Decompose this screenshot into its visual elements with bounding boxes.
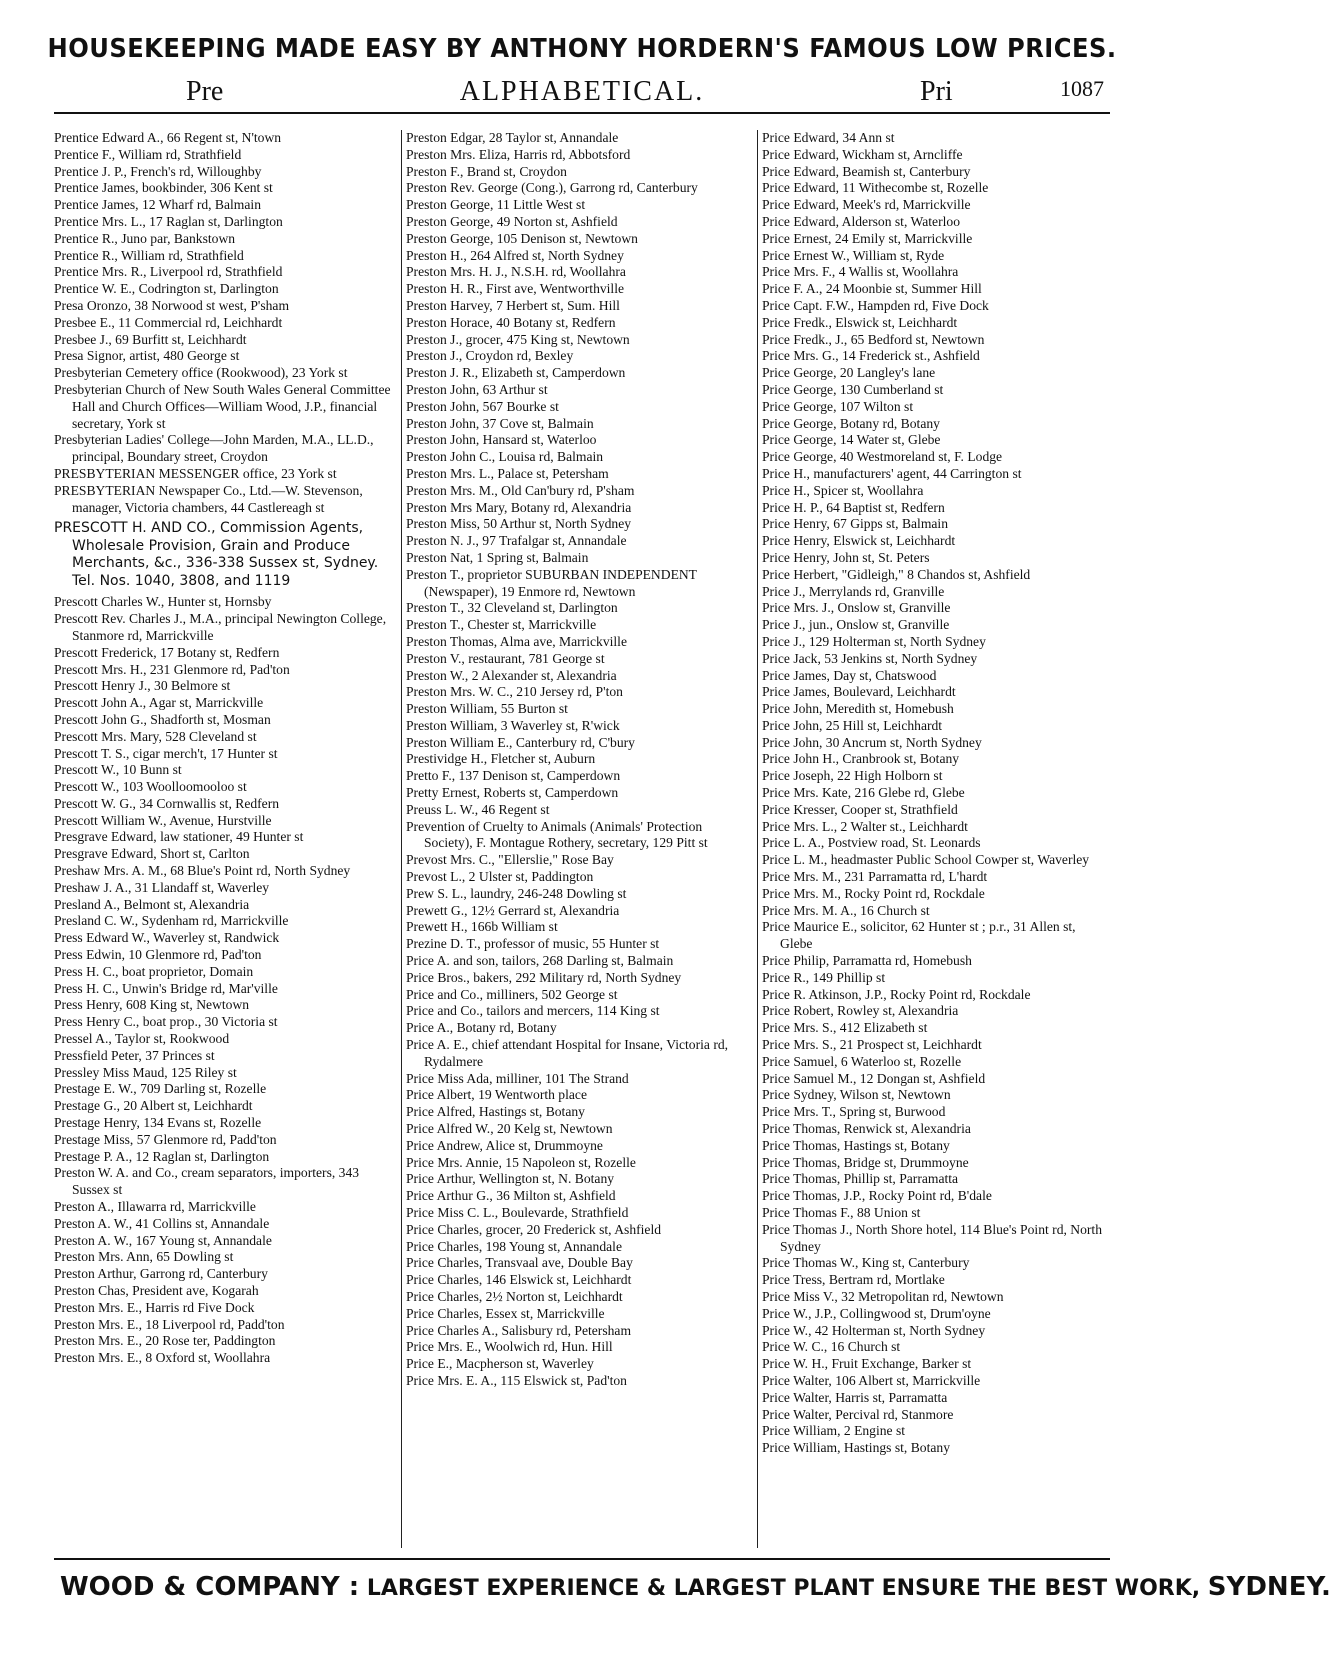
directory-entry: Price Edward, Alderson st, Waterloo [762, 213, 960, 229]
directory-entry: Preston T., 32 Cleveland st, Darlington [406, 600, 618, 616]
directory-entry: Preston John, 63 Arthur st [406, 381, 548, 397]
directory-entry: Pressley Miss Maud, 125 Riley st [54, 1064, 237, 1080]
directory-entry: Price Capt. F.W., Hampden rd, Five Dock [762, 297, 989, 313]
directory-entry: Price J., jun., Onslow st, Granville [762, 617, 950, 633]
directory-entry: Price Edward, Beamish st, Canterbury [762, 163, 971, 179]
directory-entry: Preston Rev. George (Cong.), Garrong rd, Canterbury [406, 180, 698, 196]
directory-entry: Price W. C., 16 Church st [762, 1339, 901, 1355]
directory-entry: Price W., J.P., Collingwood st, Drum'oyne [762, 1305, 991, 1321]
directory-entry: Price Miss V., 32 Metropolitan rd, Newtown [762, 1288, 1004, 1304]
directory-entry: Price L. M., headmaster Public School Cowper st, Waverley [762, 852, 1090, 868]
directory-entry: Prezine D. T., professor of music, 55 Hunter st [406, 936, 660, 952]
directory-entry: Presgrave Edward, law stationer, 49 Hunter st [54, 829, 304, 845]
directory-entry: Prewett G., 12½ Gerrard st, Alexandria [406, 902, 620, 918]
directory-entry: Price Mrs. F., 4 Wallis st, Woollahra [762, 264, 959, 280]
directory-entry: Prescott Mrs. H., 231 Glenmore rd, Pad'ton [54, 661, 290, 677]
directory-entry: Prescott William W., Avenue, Hurstville [54, 812, 272, 828]
directory-entry: Price Charles A., Salisbury rd, Petersham [406, 1322, 632, 1338]
directory-entry: PRESBYTERIAN Newspaper Co., Ltd.—W. Stevenson, manager, Victoria chambers, 44 Castlereagh st [54, 482, 363, 515]
directory-entry: Presgrave Edward, Short st, Carlton [54, 846, 250, 862]
directory-entry: Presbee J., 69 Burfitt st, Leichhardt [54, 331, 247, 347]
directory-column-1 [54, 130, 398, 1550]
directory-entry: Price Mrs. G., 14 Frederick st., Ashfield [762, 348, 980, 364]
directory-entry: Price Thomas F., 88 Union st [762, 1205, 921, 1220]
directory-entry: Price Henry, 67 Gipps st, Balmain [762, 516, 949, 532]
directory-entry: Prescott Rev. Charles J., M.A., principal Newington College, Stanmore rd, Marrickville [54, 611, 387, 643]
directory-entry: Price A. E., chief attendant Hospital for Insane, Victoria rd, Rydalmere [406, 1037, 729, 1069]
directory-entry: Pressel A., Taylor st, Rookwood [54, 1031, 230, 1047]
directory-entry: Price and Co., tailors and mercers, 114 King st [406, 1003, 660, 1019]
directory-entry: Prescott W., 10 Bunn st [54, 762, 182, 778]
directory-entry: Preston William E., Canterbury rd, C'bury [406, 734, 635, 750]
directory-entry: Price Thomas W., King st, Canterbury [762, 1255, 970, 1271]
directory-entry: Prescott W. G., 34 Cornwallis st, Redfern [54, 795, 280, 811]
directory-entry: Price Jack, 53 Jenkins st, North Sydney [762, 650, 978, 666]
directory-entry: Price Thomas, Bridge st, Drummoyne [762, 1154, 969, 1170]
directory-entry: Press H. C., Unwin's Bridge rd, Mar'ville [54, 980, 278, 996]
header-divider [54, 112, 1110, 114]
directory-entry: Preston A. W., 41 Collins st, Annandale [54, 1215, 270, 1231]
directory-entry: Price Fredk., Elswick st, Leichhardt [762, 314, 958, 330]
directory-entry: Press Edwin, 10 Glenmore rd, Pad'ton [54, 947, 262, 963]
directory-column-2 [406, 130, 752, 1550]
directory-entry: Price Mrs. M. A., 16 Church st [762, 902, 930, 918]
directory-entry: Preston George, 105 Denison st, Newtown [406, 230, 638, 246]
directory-entry: Preston Mrs. L., Palace st, Petersham [406, 465, 609, 481]
directory-entry: Preston W., 2 Alexander st, Alexandria [406, 667, 617, 683]
directory-entry: Preston Thomas, Alma ave, Marrickville [406, 633, 627, 649]
directory-entry: Preston T., Chester st, Marrickville [406, 617, 597, 633]
directory-entry: PRESCOTT H. AND CO., Commission Agents, Wholesale Provision, Grain and Produce Merchants, &c., 336-338 Sussex st, Sydney. Tel. Nos. 1040, 3808, and 1119 [54, 520, 379, 589]
directory-entry: Prentice F., William rd, Strathfield [54, 146, 242, 162]
directory-entry: Price George, 40 Westmoreland st, F. Lodge [762, 449, 1003, 465]
directory-entry: Price W., 42 Holterman st, North Sydney [762, 1322, 986, 1338]
directory-entry: Price H., Spicer st, Woollahra [762, 482, 924, 498]
directory-entry: Price J., Merrylands rd, Granville [762, 583, 945, 599]
directory-entry: Preston John, 37 Cove st, Balmain [406, 415, 594, 431]
directory-entry: Price James, Boulevard, Leichhardt [762, 684, 956, 700]
directory-entry: Prentice W. E., Codrington st, Darlington [54, 281, 279, 297]
directory-entry: PRESBYTERIAN MESSENGER office, 23 York st [54, 465, 337, 481]
directory-entry: Prentice Mrs. R., Liverpool rd, Strathfield [54, 264, 283, 280]
directory-entry: Price Thomas, Renwick st, Alexandria [762, 1121, 971, 1137]
directory-entry: Preston J. R., Elizabeth st, Camperdown [406, 365, 626, 381]
directory-entry: Preston William, 3 Waverley st, R'wick [406, 717, 620, 733]
directory-entry: Preston John, 567 Bourke st [406, 398, 559, 414]
directory-entry: Preston H. R., First ave, Wentworthville [406, 281, 625, 297]
column-divider [757, 130, 758, 1548]
directory-entry: Preston W. A. and Co., cream separators, importers, 343 Sussex st [54, 1165, 360, 1198]
directory-entry: Price Herbert, "Gidleigh," 8 Chandos st, Ashfield [762, 566, 1031, 582]
directory-entry: Price Samuel, 6 Waterloo st, Rozelle [762, 1053, 962, 1069]
directory-entry: Preston Mrs Mary, Botany rd, Alexandria [406, 499, 632, 515]
directory-entry: Prescott Frederick, 17 Botany st, Redfern [54, 644, 280, 660]
directory-entry: Preston H., 264 Alfred st, North Sydney [406, 247, 624, 263]
directory-entry: Preston Horace, 40 Botany st, Redfern [406, 314, 616, 330]
directory-entry: Price W. H., Fruit Exchange, Barker st [762, 1356, 972, 1372]
directory-entry: Prewett H., 166b William st [406, 919, 558, 935]
directory-entry: Prew S. L., laundry, 246-248 Dowling st [406, 885, 627, 901]
directory-entry: Price Thomas, J.P., Rocky Point rd, B'dale [762, 1188, 992, 1204]
directory-entry: Prentice James, 12 Wharf rd, Balmain [54, 197, 261, 213]
directory-entry: Presa Oronzo, 38 Norwood st west, P'sham [54, 297, 290, 313]
directory-entry: Price John H., Cranbrook st, Botany [762, 751, 960, 767]
directory-entry: Preston Mrs. E., 18 Liverpool rd, Padd'ton [54, 1316, 285, 1332]
directory-entry: Preston A. W., 167 Young st, Annandale [54, 1232, 272, 1248]
directory-entry: Price R. Atkinson, J.P., Rocky Point rd, Rockdale [762, 986, 1031, 1002]
directory-entry: Price Samuel M., 12 Dongan st, Ashfield [762, 1070, 986, 1086]
directory-entry: Price Ernest W., William st, Ryde [762, 247, 945, 263]
directory-entry: Preston Miss, 50 Arthur st, North Sydney [406, 516, 632, 532]
directory-entry: Prescott John G., Shadforth st, Mosman [54, 711, 271, 727]
directory-entry: Presa Signor, artist, 480 George st [54, 348, 240, 364]
directory-entry: Preston John C., Louisa rd, Balmain [406, 449, 604, 465]
directory-entry: Price Miss C. L., Boulevarde, Strathfield [406, 1205, 629, 1220]
directory-entry: Price Mrs. M., Rocky Point rd, Rockdale [762, 885, 985, 901]
advertisement-slogan: LARGEST EXPERIENCE & LARGEST PLANT ENSURE THE BEST WORK, [366, 1576, 1201, 1601]
directory-entry: Price J., 129 Holterman st, North Sydney [762, 633, 986, 649]
directory-entry: Price John, 30 Ancrum st, North Sydney [762, 734, 982, 750]
directory-entry: Price John, 25 Hill st, Leichhardt [762, 717, 943, 733]
directory-entry: Price Walter, Percival rd, Stanmore [762, 1406, 954, 1422]
directory-entry: Prestage P. A., 12 Raglan st, Darlington [54, 1148, 270, 1164]
directory-entry: Pressfield Peter, 37 Princes st [54, 1047, 215, 1063]
directory-entry: Price Thomas, Phillip st, Parramatta [762, 1171, 959, 1187]
advertiser-name: WOOD & COMPANY : [60, 1572, 360, 1602]
directory-entry: Price Mrs. M., 231 Parramatta rd, L'hardt [762, 869, 988, 885]
directory-entry: Price Alfred W., 20 Kelg st, Newtown [406, 1121, 613, 1137]
directory-entry: Price F. A., 24 Moonbie st, Summer Hill [762, 281, 982, 297]
directory-entry: Prestage Henry, 134 Evans st, Rozelle [54, 1115, 262, 1131]
directory-entry: Preston Nat, 1 Spring st, Balmain [406, 549, 589, 565]
directory-entry: Price Mrs. L., 2 Walter st., Leichhardt [762, 818, 968, 834]
directory-entry: Preuss L. W., 46 Regent st [406, 801, 550, 817]
directory-entry: Price James, Day st, Chatswood [762, 667, 937, 683]
directory-entry: Price George, 107 Wilton st [762, 398, 914, 414]
directory-entry: Prescott T. S., cigar merch't, 17 Hunter st [54, 745, 278, 761]
directory-entry: Prescott Charles W., Hunter st, Hornsby [54, 594, 272, 610]
directory-entry: Price Charles, 2½ Norton st, Leichhardt [406, 1288, 623, 1304]
directory-entry: Prevention of Cruelty to Animals (Animals' Protection Society), F. Montague Rothery, secretary, 129 Pitt st [406, 818, 708, 851]
directory-entry: Presland A., Belmont st, Alexandria [54, 896, 250, 912]
directory-entry: Price Arthur G., 36 Milton st, Ashfield [406, 1188, 616, 1204]
directory-entry: Press Edward W., Waverley st, Randwick [54, 930, 280, 946]
directory-entry: Price Mrs. S., 21 Prospect st, Leichhardt [762, 1037, 982, 1053]
directory-entry: Pretto F., 137 Denison st, Camperdown [406, 768, 621, 784]
footer-divider [54, 1558, 1110, 1560]
directory-entry: Price William, 2 Engine st [762, 1423, 906, 1439]
directory-columns [54, 130, 1110, 1550]
directory-entry: Prestage Miss, 57 Glenmore rd, Padd'ton [54, 1131, 277, 1147]
directory-entry: Preston Mrs. E., 8 Oxford st, Woollahra [54, 1350, 271, 1366]
directory-entry: Presbyterian Church of New South Wales General Committee Hall and Church Offices—William Wood, J.P., financial secretary, York st [54, 381, 391, 431]
directory-entry: Price Walter, 106 Albert st, Marrickville [762, 1372, 981, 1388]
directory-entry: Price Mrs. S., 412 Elizabeth st [762, 1020, 928, 1036]
directory-entry: Preston Mrs. E., 20 Rose ter, Paddington [54, 1333, 276, 1349]
directory-entry: Price Charles, 198 Young st, Annandale [406, 1238, 622, 1254]
directory-entry: Preston A., Illawarra rd, Marrickville [54, 1199, 256, 1215]
directory-entry: Price H. P., 64 Baptist st, Redfern [762, 499, 945, 515]
directory-entry: Preston Mrs. H. J., N.S.H. rd, Woollahra [406, 264, 626, 280]
directory-entry: Price Edward, 11 Withecombe st, Rozelle [762, 180, 989, 196]
directory-entry: Price Tress, Bertram rd, Mortlake [762, 1272, 945, 1288]
directory-entry: Preston Harvey, 7 Herbert st, Sum. Hill [406, 297, 620, 313]
directory-entry: Price Henry, John st, St. Peters [762, 549, 930, 565]
directory-entry: Presbee E., 11 Commercial rd, Leichhardt [54, 314, 283, 330]
directory-entry: Preston Mrs. Ann, 65 Dowling st [54, 1249, 234, 1265]
directory-entry: Preston Arthur, Garrong rd, Canterbury [54, 1266, 268, 1282]
directory-entry: Prescott John A., Agar st, Marrickville [54, 695, 264, 711]
directory-entry: Price H., manufacturers' agent, 44 Carrington st [762, 465, 1022, 481]
directory-entry: Price Ernest, 24 Emily st, Marrickville [762, 230, 973, 246]
directory-entry: Preston J., Croydon rd, Bexley [406, 348, 574, 364]
directory-entry: Prevost L., 2 Ulster st, Paddington [406, 869, 594, 885]
directory-entry: Price Robert, Rowley st, Alexandria [762, 1003, 959, 1019]
directory-entry: Price Arthur, Wellington st, N. Botany [406, 1171, 615, 1187]
directory-entry: Preshaw J. A., 31 Llandaff st, Waverley [54, 879, 270, 895]
directory-entry: Prescott Henry J., 30 Belmore st [54, 678, 231, 694]
directory-entry: Preston N. J., 97 Trafalgar st, Annandale [406, 533, 627, 549]
directory-entry: Price Walter, Harris st, Parramatta [762, 1389, 948, 1405]
directory-entry: Prentice Mrs. L., 17 Raglan st, Darlington [54, 213, 283, 229]
directory-entry: Price Charles, Transvaal ave, Double Bay [406, 1255, 633, 1271]
directory-entry: Prentice R., William rd, Strathfield [54, 247, 244, 263]
header-section-title: ALPHABETICAL. [459, 76, 705, 107]
directory-entry: Prestividge H., Fletcher st, Auburn [406, 751, 596, 767]
advertiser-city: SYDNEY. [1207, 1572, 1331, 1602]
directory-entry: Price Sydney, Wilson st, Newtown [762, 1087, 951, 1103]
directory-entry: Price Andrew, Alice st, Drummoyne [406, 1137, 603, 1153]
directory-entry: Price Edward, Meek's rd, Marrickville [762, 197, 971, 213]
directory-entry: Price Alfred, Hastings st, Botany [406, 1104, 585, 1120]
directory-entry: Price R., 149 Phillip st [762, 969, 886, 985]
directory-entry: Press H. C., boat proprietor, Domain [54, 963, 254, 979]
directory-entry: Press Henry C., boat prop., 30 Victoria st [54, 1014, 278, 1030]
directory-entry: Price Edward, 34 Ann st [762, 130, 895, 145]
directory-entry: Price Mrs. T., Spring st, Burwood [762, 1104, 946, 1120]
directory-entry: Price L. A., Postview road, St. Leonards [762, 835, 981, 851]
page-number: 1087 [1060, 76, 1104, 101]
directory-entry: Price Charles, grocer, 20 Frederick st, Ashfield [406, 1221, 662, 1237]
directory-entry: Price Joseph, 22 High Holborn st [762, 768, 943, 784]
directory-entry: Price Miss Ada, milliner, 101 The Strand [406, 1070, 629, 1086]
directory-entry: Price William, Hastings st, Botany [762, 1440, 950, 1456]
directory-entry: Price and Co., milliners, 502 George st [406, 986, 618, 1002]
directory-entry: Price Maurice E., solicitor, 62 Hunter st ; p.r., 31 Allen st, Glebe [762, 919, 1076, 952]
directory-entry: Preston Mrs. Eliza, Harris rd, Abbotsford [406, 146, 631, 162]
directory-entry: Preston Mrs. M., Old Can'bury rd, P'sham [406, 482, 635, 498]
directory-entry: Prentice J. P., French's rd, Willoughby [54, 163, 262, 179]
header-left-guide-word: Pre [186, 76, 224, 107]
directory-column-3 [762, 130, 1110, 1550]
directory-entry: Price Mrs. E., Woolwich rd, Hun. Hill [406, 1339, 613, 1355]
directory-entry: Preston Mrs. E., Harris rd Five Dock [54, 1299, 255, 1315]
directory-entry: Preston George, 11 Little West st [406, 197, 586, 213]
directory-entry: Price Mrs. Kate, 216 Glebe rd, Glebe [762, 785, 965, 801]
directory-entry: Price Bros., bakers, 292 Military rd, North Sydney [406, 969, 682, 985]
directory-entry: Preston T., proprietor SUBURBAN INDEPENDENT (Newspaper), 19 Enmore rd, Newtown [406, 566, 697, 599]
top-advertisement-banner: HOUSEKEEPING MADE EASY BY ANTHONY HORDERN'S FAMOUS LOW PRICES. [47, 34, 1117, 64]
directory-entry: Price Albert, 19 Wentworth place [406, 1087, 587, 1103]
directory-entry: Price Mrs. Annie, 15 Napoleon st, Rozelle [406, 1154, 636, 1170]
directory-entry: Price George, 14 Water st, Glebe [762, 432, 941, 448]
directory-entry: Prentice R., Juno par, Bankstown [54, 230, 236, 246]
directory-entry: Price Kresser, Cooper st, Strathfield [762, 801, 958, 817]
directory-entry: Press Henry, 608 King st, Newtown [54, 997, 250, 1013]
bottom-advertisement-banner [60, 1572, 1331, 1602]
directory-entry: Prentice Edward A., 66 Regent st, N'town [54, 130, 282, 145]
directory-entry: Preston John, Hansard st, Waterloo [406, 432, 597, 448]
directory-entry: Prentice James, bookbinder, 306 Kent st [54, 180, 273, 196]
directory-entry: Price John, Meredith st, Homebush [762, 701, 954, 717]
directory-entry: Prescott W., 103 Woolloomooloo st [54, 779, 247, 795]
directory-entry: Presbyterian Ladies' College—John Marden, M.A., LL.D., principal, Boundary street, Croydon [54, 432, 374, 465]
directory-entry: Preston F., Brand st, Croydon [406, 163, 567, 179]
directory-entry: Price Charles, Essex st, Marrickville [406, 1305, 605, 1321]
directory-entry: Preston William, 55 Burton st [406, 701, 568, 717]
directory-entry: Preston Edgar, 28 Taylor st, Annandale [406, 130, 619, 145]
directory-entry: Preston Mrs. W. C., 210 Jersey rd, P'ton [406, 684, 623, 700]
directory-entry: Presbyterian Cemetery office (Rookwood), 23 York st [54, 365, 348, 381]
directory-entry: Price E., Macpherson st, Waverley [406, 1356, 594, 1372]
directory-entry: Preshaw Mrs. A. M., 68 Blue's Point rd, North Sydney [54, 863, 351, 879]
directory-entry: Preston V., restaurant, 781 George st [406, 650, 605, 666]
directory-entry: Price Edward, Wickham st, Arncliffe [762, 146, 963, 162]
directory-entry: Prescott Mrs. Mary, 528 Cleveland st [54, 728, 257, 744]
directory-entry: Presland C. W., Sydenham rd, Marrickville [54, 913, 289, 929]
directory-entry: Price Thomas, Hastings st, Botany [762, 1137, 950, 1153]
directory-entry: Price Henry, Elswick st, Leichhardt [762, 533, 956, 549]
directory-entry: Prestage G., 20 Albert st, Leichhardt [54, 1098, 253, 1114]
directory-entry: Price A. and son, tailors, 268 Darling st, Balmain [406, 953, 674, 969]
directory-entry: Price George, 20 Langley's lane [762, 365, 936, 381]
directory-entry: Prevost Mrs. C., "Ellerslie," Rose Bay [406, 852, 614, 868]
directory-entry: Price Philip, Parramatta rd, Homebush [762, 953, 972, 969]
directory-entry: Price George, 130 Cumberland st [762, 381, 944, 397]
directory-entry: Preston Chas, President ave, Kogarah [54, 1283, 259, 1298]
directory-entry: Pretty Ernest, Roberts st, Camperdown [406, 785, 619, 801]
directory-entry: Price Mrs. E. A., 115 Elswick st, Pad'ton [406, 1372, 627, 1388]
directory-entry: Price Mrs. J., Onslow st, Granville [762, 600, 951, 616]
directory-entry: Prestage E. W., 709 Darling st, Rozelle [54, 1081, 267, 1097]
directory-entry: Price Fredk., J., 65 Bedford st, Newtown [762, 331, 985, 347]
directory-entry: Price A., Botany rd, Botany [406, 1020, 557, 1036]
directory-entry: Price George, Botany rd, Botany [762, 415, 940, 431]
header-right-guide-word: Pri [920, 76, 953, 107]
directory-entry: Price Thomas J., North Shore hotel, 114 Blue's Point rd, North Sydney [762, 1221, 1103, 1254]
directory-entry: Price Charles, 146 Elswick st, Leichhardt [406, 1272, 632, 1288]
directory-entry: Preston George, 49 Norton st, Ashfield [406, 213, 618, 229]
page-header [60, 76, 1104, 112]
directory-entry: Preston J., grocer, 475 King st, Newtown [406, 331, 630, 347]
column-divider [401, 130, 402, 1548]
